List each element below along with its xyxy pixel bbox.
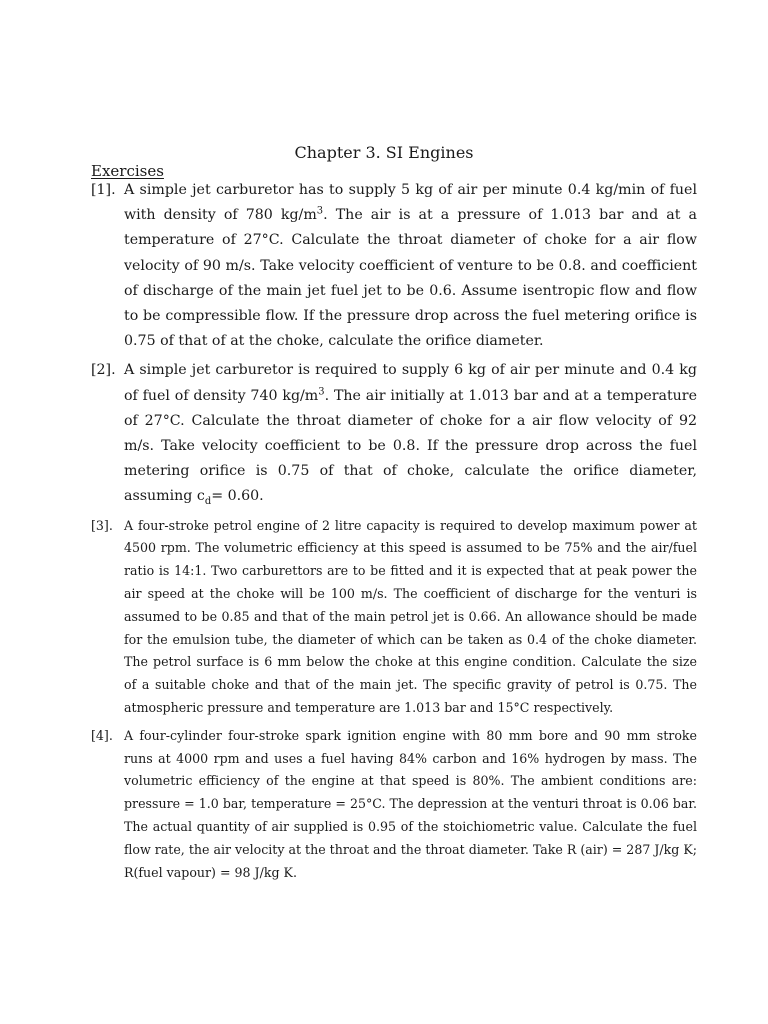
- section-heading: Exercises: [91, 162, 164, 180]
- exercise-item: [91, 180, 697, 354]
- chapter-title: Chapter 3. SI Engines: [294, 143, 474, 162]
- exercise-item: [91, 358, 697, 509]
- exercise-item: [91, 725, 697, 885]
- exercise-text: A four-cylinder four-stroke spark ignition engine with 80 mm bore and 90 mm stroke runs at 4000 rpm and uses a fuel having 84% carbon and 16% hydrogen by mass. The volumetric efficiency of the engine at that speed is 80%. The ambient conditions are: pressure = 1.0 bar, temperature = 25°C. The depression at the venturi throat is 0.06 bar. The actual quantity of air supplied is 0.95 of the stoichiometric value. Calculate the fuel flow rate, the air velocity at the throat and the throat diameter. Take R (air) = 287 J/kg K; R(fuel vapour) = 98 J/kg K.: [124, 727, 697, 880]
- exercise-text: A simple jet carburetor has to supply 5 kg of air per minute 0.4 kg/min of fuel with density of 780 $kg/m^3$. The air is at a pressure of 1.013 bar and at a temperature of 27°C. Calculate the throat diameter of choke for a air flow velocity of 90 m/s. Take velocity coefficient of venture to be 0.8. and coefficient of discharge of the main jet fuel jet to be 0.6. Assume isentropic flow and flow to be compressible flow. If the pressure drop across the fuel metering orifice is 0.75 of that of at the choke, calculate the orifice diameter.: [124, 182, 697, 350]
- exercise-number: [1].: [91, 182, 116, 198]
- exercise-number: [3].: [91, 517, 113, 533]
- exercise-text: A simple jet carburetor is required to supply 6 kg of air per minute and 0.4 kg of fuel of density 740 $kg/m^3$. The air initially at 1.013 bar and at a temperature of 27°C. Calculate the throat diameter of choke for a air flow velocity of 92 m/s. Take velocity coefficient to be 0.8. If the pressure drop across the fuel metering orifice is 0.75 of that of choke, calculate the orifice diameter, assuming $c_d= 0.60$.: [124, 362, 697, 508]
- exercise-list: [91, 180, 697, 884]
- exercise-number: [4].: [91, 727, 113, 743]
- exercise-item: [91, 515, 697, 720]
- exercise-number: [2].: [91, 362, 116, 379]
- exercise-text: A four-stroke petrol engine of 2 litre capacity is required to develop maximum power at 4500 rpm. The volumetric efficiency at this speed is assumed to be 75% and the air/fuel ratio is 14:1. Two carburettors are to be fitted and it is expected that at peak power the air speed at the choke will be 100 m/s. The coefficient of discharge for the venturi is assumed to be 0.85 and that of the main petrol jet is 0.66. An allowance should be made for the emulsion tube, the diameter of which can be taken as 0.4 of the choke diameter. The petrol surface is 6 mm below the choke at this engine condition. Calculate the size of a suitable choke and that of the main jet. The specific gravity of petrol is 0.75. The atmospheric pressure and temperature are 1.013 bar and 15°C respectively.: [124, 517, 697, 716]
